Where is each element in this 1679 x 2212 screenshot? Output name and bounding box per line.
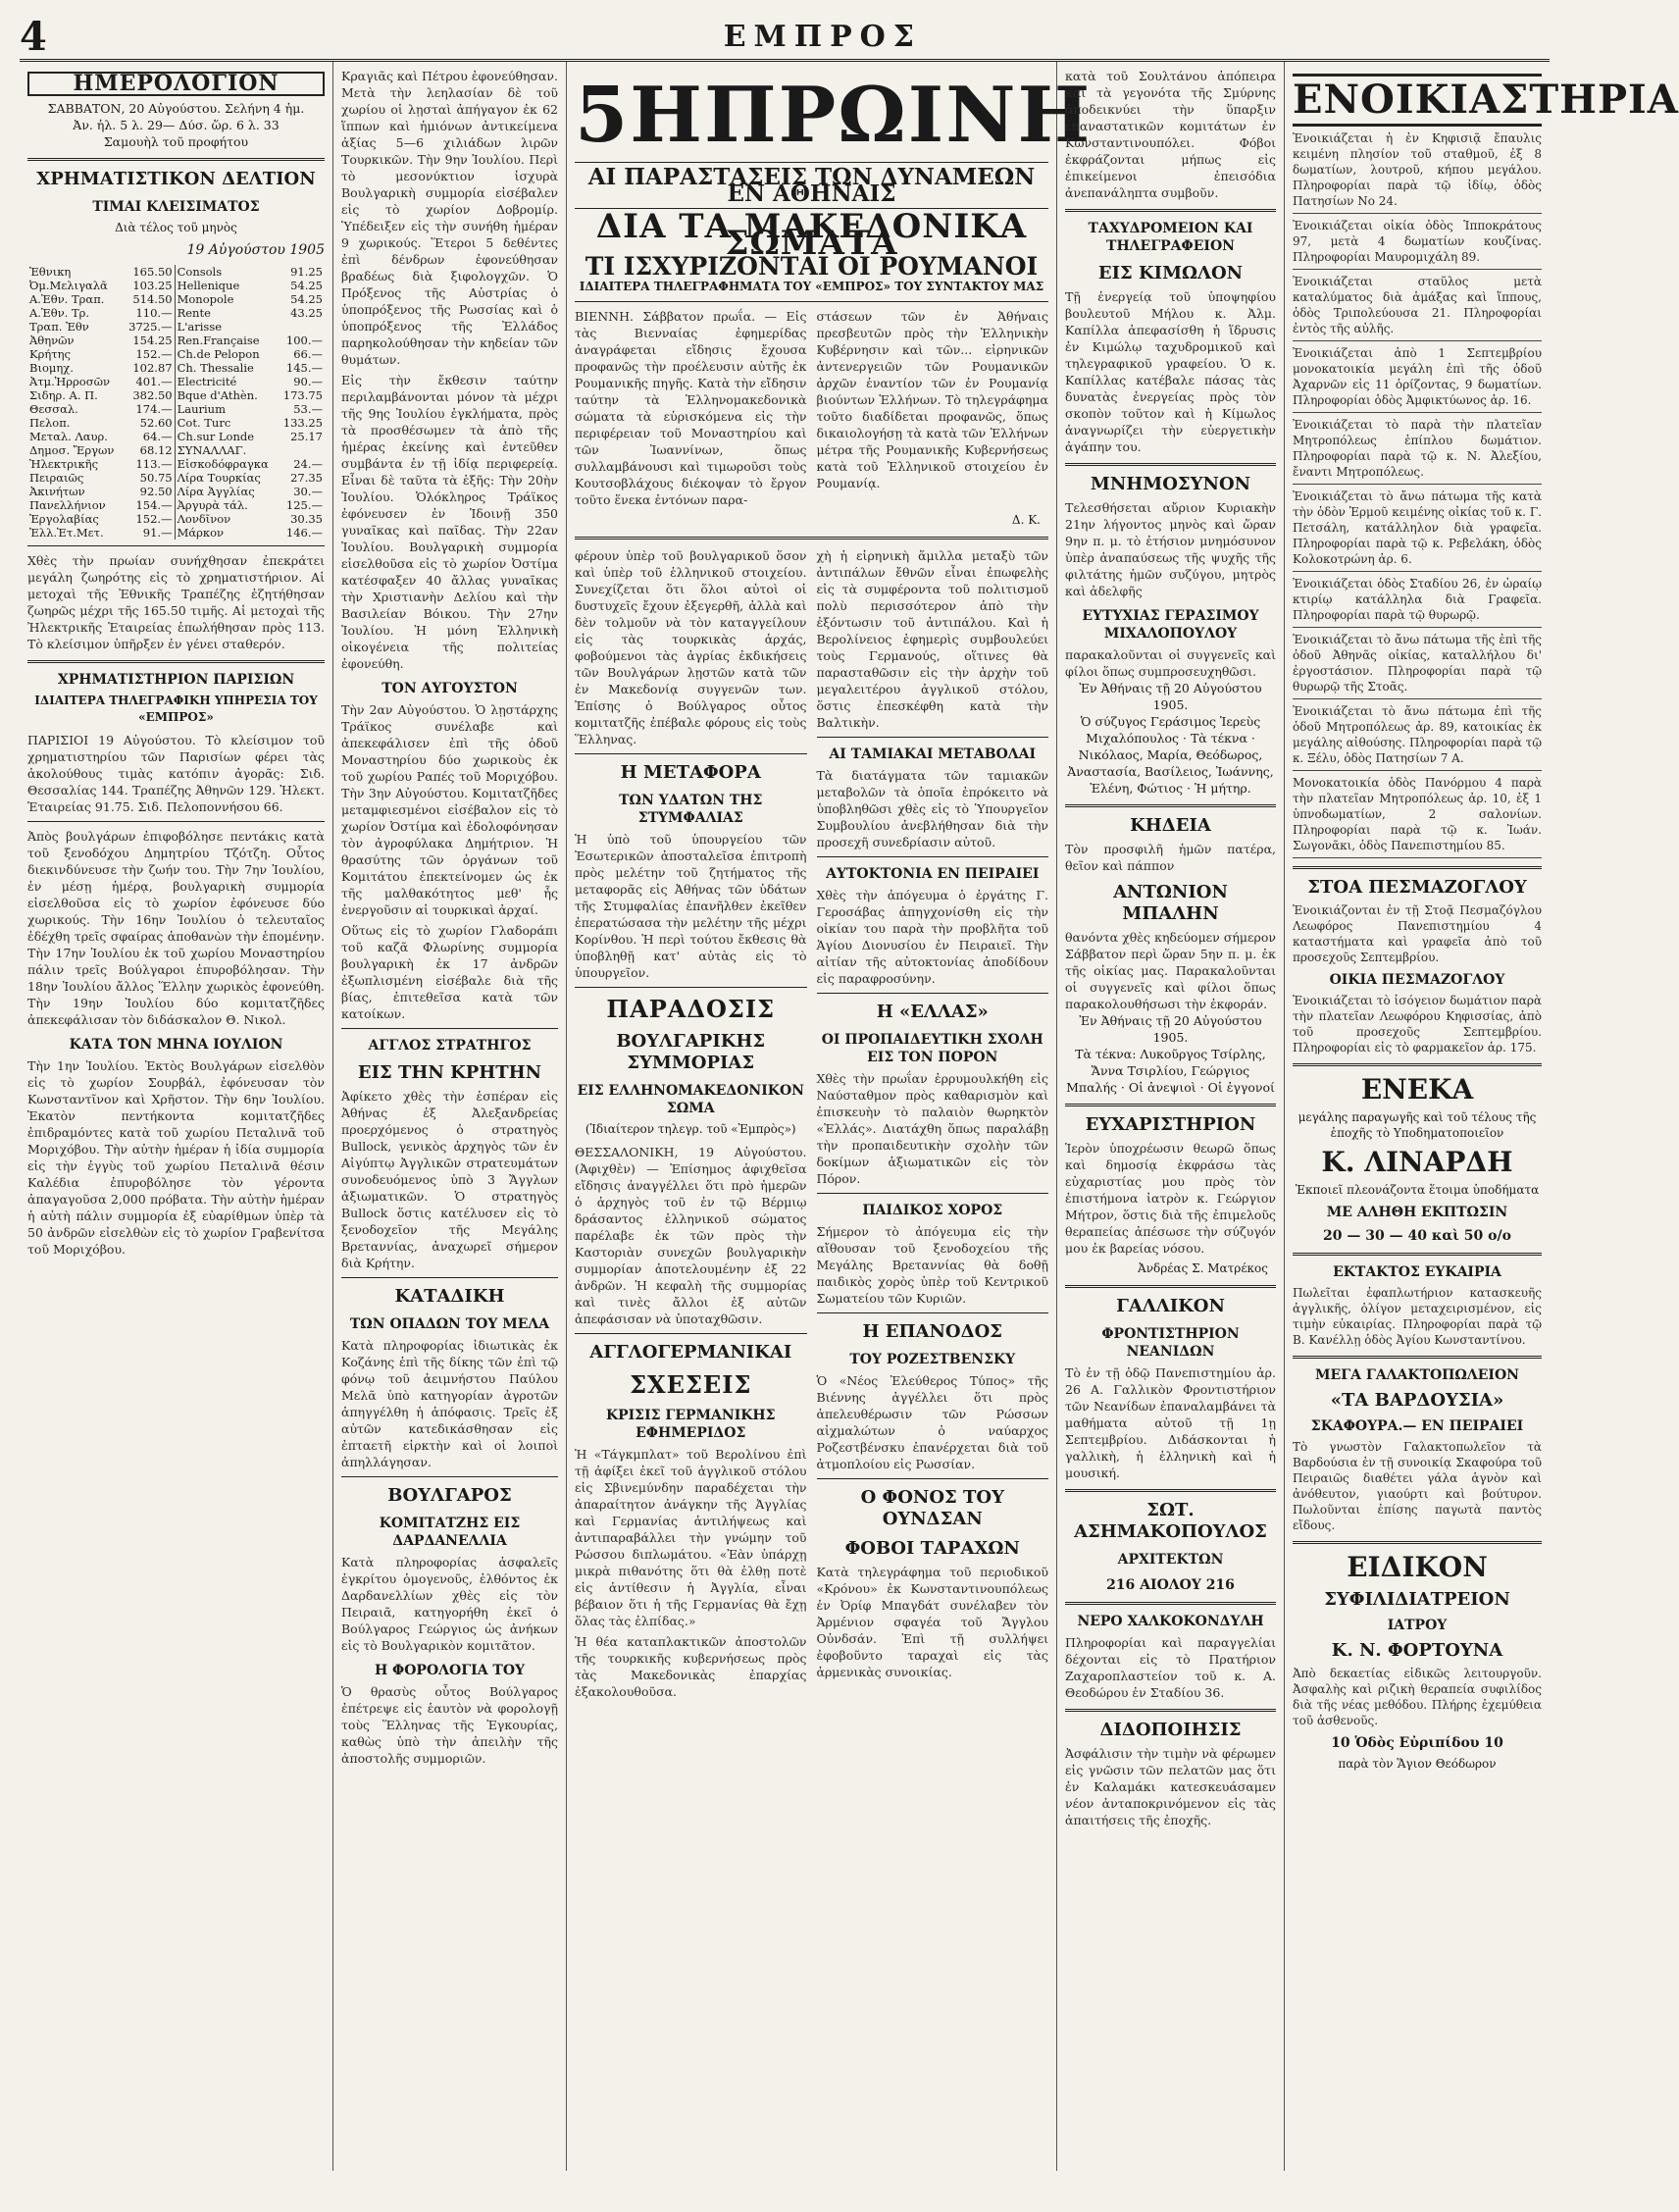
- rate-row: [27, 457, 325, 471]
- rate-row: [27, 430, 325, 443]
- fin-bulletin-sub2: Διὰ τέλος τοῦ μηνὸς: [115, 221, 237, 234]
- august-title: ΤΟΝ ΑΥΓΟΥΣΤΟΝ: [382, 681, 518, 696]
- rent-item: Ἐνοικιάζεται οἰκία ὁδὸς Ἱπποκράτους 97, μετὰ 4 δωματίων κουζίνας. Πληροφορίαι Μαυρομιχάλη 89.: [1293, 218, 1542, 270]
- col2-p5: Ἀφίκετο χθὲς τὴν ἑσπέραν εἰς Ἀθήνας ἐξ Ἀλεξανδρείας προερχόμενος ὁ στρατηγὸς Bullock, γενικὸς ἀρχηγὸς τῶν ἐν Αἰγύπτῳ Ἀγγλικῶν στρατευμάτων συνοδευόμενος ὑπὸ 3 Ἄγγλων ἀξιωματικῶν. Ὁ στρατηγὸς Bullock ὅστις κατέλυσεν εἰς τὸ ξενοδοχεῖον τῆς Μεγάλης Βρεταννίας, ἀναχωρεῖ σήμερον διὰ Κρήτην.: [341, 1089, 558, 1270]
- rate-row: [27, 279, 325, 292]
- eneka-title: ΕΝΕΚΑ: [1360, 1073, 1474, 1106]
- milk-title-3: ΣΚΑΦΟΥΡΑ.— ΕΝ ΠΕΙΡΑΙΕΙ: [1310, 1418, 1524, 1434]
- fin-body: Χθὲς τὴν πρωίαν συνήχθησαν ἐπεκράτει μεγάλη ζωηρότης εἰς τὸ χρηματιστήριον. Αἱ μετοχαὶ τῆς Ἐθνικῆς Τραπέζης ἐζητήθησαν ζωηρῶς μέχρι τῆς 165.50 τιμῆς. Αἱ μετοχαὶ τῆς Ἠλεκτρικῆς Ἑταιρείας ἐπωλήθησαν πρὸς 113. Τὸ κλείσιμον ὑπῆρξεν ἐν γένει σταθερόν.: [27, 553, 325, 651]
- headline-powers: ΑΙ ΠΑΡΑΣΤΑΣΕΙΣ ΤΩΝ ΔΥΝΑΜΕΩΝ ΕΝ ΑΘΗΝΑΙΣ: [575, 162, 1048, 209]
- architect-address: 216 ΑΙΟΛΟΥ 216: [1106, 1577, 1235, 1593]
- rate-value: 25.17: [290, 430, 323, 443]
- paradosis-title-1: ΠΑΡΑΔΟΣΙΣ: [606, 995, 776, 1023]
- rate-value: 53.—: [293, 402, 323, 416]
- paradosis-source: (Ἰδιαίτερον τηλεγρ. τοῦ «Ἐμπρὸς»): [585, 1122, 796, 1136]
- murder-body: Κατὰ τηλεγράφημα τοῦ περιοδικοῦ «Κρόνου» ἐκ Κωνσταντινουπόλεως ἐν Ὀρίφ Μπαγδάτ συνέλαβεν τὸν Ἀρμένιον σφαγέα τοῦ Ἄγγλου Οὐνδσάν. Ἐπὶ τῇ συλλήψει ἐφοβοῦντο ταραχαὶ εἰς τὰς ἀρμενικὰς συνοικίας.: [816, 1565, 1048, 1679]
- column-3: [567, 62, 1093, 2171]
- rate-value: 110.—: [135, 306, 173, 320]
- rate-value: 91.25: [290, 265, 323, 279]
- clinic-title-1: ΕΙΔΙΚΟΝ: [1347, 1551, 1488, 1583]
- dance-body: Σήμερον τὸ ἀπόγευμα εἰς τὴν αἴθουσαν τοῦ ξενοδοχείου τῆς Μεγάλης Βρεταννίας θὰ δοθῇ παιδικὸς χορὸς ὑπὲρ τοῦ Κεντρικοῦ Σωματείου τῶν Κυριῶν.: [816, 1224, 1048, 1306]
- rent-item: Ἐνοικιάζεται τὸ παρὰ τὴν πλατεῖαν Μητροπόλεως ἐπίπλου δωμάτιον. Πληροφορίαι παρὰ τῷ κ. Ν. Ἀλεξίου, ἔναντι Μητροπόλεως.: [1293, 417, 1542, 485]
- mid-left: φέρουν ὑπὲρ τοῦ βουλγαρικοῦ ὅσον καὶ ὑπὲρ τοῦ ἑλληνικοῦ στοιχείου. Συνεχίζεται ὅτι ὅλοι αὐτοὶ οἱ δυστυχεῖς ἔχουν ἐξεγερθῆ, ἀλλὰ καὶ δὲν τολμοῦν νὰ τὸν καταγγείλουν εἰς τὰς τουρκικὰς ἀρχάς, φοβούμενοι τὰς ἀγρίας ἐκδικήσεις τῶν Βουλγάρων λῃστῶν κατὰ τῶν ἐν Μακεδονίᾳ συγγενῶν των. Ἐπίσης ὁ Βούλγαρος οὗτος κομιτατζῆς ἐπέβαλε φόρους εἰς τοὺς Ἕλληνας.: [575, 548, 807, 746]
- rate-name: Βιομηχ.: [29, 361, 74, 375]
- headline-5th-morning: 5ΗΠΡΩΙΝΗ: [575, 71, 1093, 160]
- rate-name: Ἀτμ.Ἠρροσῶν: [29, 375, 110, 388]
- rate-name: Α.Ἐθν. Τραπ.: [29, 292, 105, 306]
- rate-name: Μάρκον: [175, 526, 278, 540]
- rate-value: 125.—: [285, 498, 323, 512]
- rate-value: 66.—: [293, 347, 323, 361]
- rate-name: Πανελλήνιον: [29, 498, 106, 512]
- rate-name: Consols: [175, 265, 278, 279]
- elias-title-2: ΟΙ ΠΡΟΠΑΙΔΕΥΤΙΚΗ ΣΧΟΛΗ ΕΙΣ ΤΟΝ ΠΟΡΟΝ: [821, 1032, 1043, 1065]
- stoa2-body: Ἐνοικιάζεται τὸ ἰσόγειον δωμάτιον παρὰ τὴν πλατεῖαν Λεωφόρου Κηφισσίας, ἀπὸ τοῦ προσεχοῦς Σεπτεμβρίου. Πληροφορίαι εἰς τὸ φαρμακεῖον ἀρ. 175.: [1293, 994, 1542, 1055]
- col2-p2: Εἰς τὴν ἔκθεσιν ταύτην περιλαμβάνονται μόνον τὰ μέχρι τῆς 9ης Ἰουλίου ἐγκλήματα, πρὸς τὰ προσθέσωμεν τὰ ἀπὸ τῆς ἡμέρας ἐκείνης καὶ ἐντεῦθεν συμβάντα ἐν τῇ ἰδίᾳ περιφερείᾳ. Εἶναι δὲ ταῦτα τὰ ἑξῆς: Τὴν 20ὴν Ἰουλίου. Ὁλόκληρος Τράϊκος ἐφόνευσεν ἐν Ἰδοινῇ 350 γυναῖκας καὶ παῖδας. Τὴν 22αν Ἰουλίου. Βουλγαρικὴ συμμορία εἰσελθοῦσα εἰς τὸ χωρίον Ὀστίμα κατέσφαξεν 40 ἄλλας γυναῖκας τὴν Χριστιανὴν Δελίου καὶ τὴν Βασιλείαν Βόικου. Τὴν 27ην Ἰουλίου. Ἡ μόνη Ἑλληνικὴ οἰκογένεια τῆς πολιτείας ἐφονεύθη.: [341, 373, 558, 671]
- rate-name: Bque d'Athèn.: [175, 388, 278, 402]
- fiscal-body: Τὰ διατάγματα τῶν ταμιακῶν μεταβολῶν τὰ ὁποῖα ἐπρόκειτο νὰ ὑποβληθῶσι χθὲς εἰς τὸ Ὑπουργεῖον Συμβουλίου ἀνεβλήθησαν διὰ τὴν προσεχῆ συνεδρίασιν αὐτοῦ.: [816, 768, 1048, 849]
- murder-title-2: ΦΟΒΟΙ ΤΑΡΑΧΩΝ: [844, 1538, 1020, 1559]
- col2-p1: Κραγιᾶς καὶ Πέτρου ἐφονεύθησαν. Μετὰ τὴν λεηλασίαν δὲ τοῦ χωρίου οἱ λῃσταὶ ἀπήγαγον ἐκ 62 ἵππων καὶ ἡμιόνων ἀντικείμενα ἀξίας 5—6 χιλιάδων λιρῶν Τουρκικῶν. Τὴν 9ην Ἰουλίου. Περὶ τὸ μεσονύκτιον ἰσχυρὰ Βουλγαρικὴ συμμορία εἰσέβαλεν εἰς τὸ χωρίον Δοβρομίρ. Ὑπέδειξεν εἰς τὴν συνήθη ἡμέραν 9 χωρικούς. Ἕτεροι 5 δεθέντες ἐπὶ δένδρων ἐφονεύθησαν βραδέως διὰ ξιφολογχῶν. Ὁ Πρόξενος τῆς Αὐστρίας ὁ ὑποπρόξενος τῆς Ρωσσίας καὶ ὁ ὑποπρόξενος τῆς Ἑλλάδος παρηκολούθησαν τὴν κηδείαν τῶν θυμάτων.: [341, 69, 559, 367]
- rate-value: 30.35: [290, 512, 323, 526]
- col4-p1: κατὰ τοῦ Σουλτάνου ἀπόπειρα καὶ τὰ γεγονότα τῆς Σμύρνης ἀποδεικνύει τὴν ὕπαρξιν ἐπαναστατικῶν κομιτάτων ἐν Κωνσταντινουπόλει. Φόβοι ἐκφράζονται μήπως εἰς ἐπικείμενοι ἐπεισόδια ἀνεπανάληπτα συμβοῦν.: [1065, 69, 1276, 200]
- rate-row: [27, 265, 325, 279]
- page-header: [20, 14, 1550, 62]
- rate-value: 174.—: [135, 402, 173, 416]
- stoa-body: Ἐνοικιάζονται ἐν τῇ Στοᾷ Πεσμαζόγλου Λεωφόρος Πανεπιστημίου 4 καταστήματα καὶ γραφεῖα ἀπὸ τοῦ προσεχοῦς Σεπτεμβρίου.: [1293, 903, 1542, 964]
- rate-value: 382.50: [132, 388, 173, 402]
- memorial-name: ΕΥΤΥΧΙΑΣ ΓΕΡΑΣΙΜΟΥ ΜΙΧΑΛΟΠΟΥΛΟΥ: [1082, 608, 1259, 642]
- rate-value: 154.—: [135, 498, 173, 512]
- rate-row: [27, 471, 325, 485]
- rate-value: 165.50: [132, 265, 173, 279]
- kimon-title-1: ΤΑΧΥΔΡΟΜΕΙΟΝ ΚΑΙ ΤΗΛΕΓΡΑΦΕΙΟΝ: [1088, 221, 1253, 254]
- anglo-body: Ἡ «Τάγκμπλατ» τοῦ Βερολίνου ἐπὶ τῇ ἀφίξει ἐκεῖ τοῦ ἀγγλικοῦ στόλου εἰς Σβινεμύνδην παραδέχεται τὴν ἀπαραίτητον ἀνάγκην τῆς Ἀγγλίας καὶ Γερμανίας ἀντιλήψεως καὶ ἀντιπαραβάλλει τὴν γνώμην τοῦ Ρώσσου διπλωμάτου. «Ἐὰν ὑπάρχῃ μικρὰ πιθανότης ὅτι θὰ ἐλθῃ ποτὲ εἰς ἀντίθεσιν ἡ Ἀγγλία, εἶναι βέβαιον ὅτι ἡ τῆς Γερμανίας θὰ ἔχῃ ὅλας τὰς ἐλπίδας.»: [575, 1447, 807, 1628]
- linardi-title: Κ. ΛΙΝΑΡΔΗ: [1321, 1146, 1513, 1178]
- rent-title: ΕΝΟΙΚΙΑΣΤΗΡΙΑ: [1293, 74, 1542, 127]
- rate-name: Ren.Française: [175, 334, 278, 347]
- water-ad-title: ΝΕΡΟ ΧΑΛΚΟΚΟΝΔΥΛΗ: [1077, 1614, 1264, 1629]
- funeral-body2: θανόντα χθὲς κηδεύομεν σήμερον Σάββατον περὶ ὥραν 5ην π. μ. ἐκ τῆς οἰκίας μας. Παρακαλοῦνται οἱ συγγενεῖς καὶ φίλοι ὅπως παρακολουθήσωσι τὴν ἐκφοράν.: [1065, 930, 1276, 1011]
- fin-bulletin-title: ΧΡΗΜΑΤΙΣΤΙΚΟΝ ΔΕΛΤΙΟΝ: [36, 169, 316, 189]
- rate-value: [278, 320, 325, 334]
- rate-name: Πειραιῶς: [29, 471, 84, 485]
- suicide-title: ΑΥΤΟΚΤΟΝΙΑ ΕΝ ΠΕΙΡΑΙΕΙ: [826, 866, 1040, 882]
- col2-p8: Ὁ θρασὺς οὗτος Βούλγαρος ἐπέτρεψε εἰς ἑαυτὸν νὰ φορολογῇ τοὺς Ἕλληνας τῆς Ἐγκουρίας, καθὼς ὑπὸ τὴν ἀπειλὴν τῆς ἀποστολῆς συμμοριῶν.: [341, 1684, 558, 1766]
- column-4: [1057, 62, 1285, 2171]
- rate-value: 152.—: [135, 347, 173, 361]
- masthead: ΕΜΠΡΟΣ: [723, 19, 922, 54]
- lower-feature: [575, 547, 1048, 1700]
- rate-name: Rente: [175, 306, 278, 320]
- rate-value: 64.—: [142, 430, 173, 443]
- rate-value: 514.50: [132, 292, 173, 306]
- rate-value: 54.25: [290, 292, 323, 306]
- rate-value: 145.—: [285, 361, 323, 375]
- rate-name: Λίρα Ἀγγλίας: [175, 485, 278, 498]
- rate-row: [27, 306, 325, 320]
- rate-name: Ch.sur Londe: [175, 430, 278, 443]
- headline-telegrams: ΙΔΙΑΙΤΕΡΑ ΤΗΛΕΓΡΑΦΗΜΑΤΑ ΤΟΥ «ΕΜΠΡΟΣ» ΤΟΥ ΣΥΝΤΑΚΤΟΥ ΜΑΣ: [575, 279, 1048, 302]
- general-title-2: ΕΙΣ ΤΗΝ ΚΡΗΤΗΝ: [357, 1062, 542, 1083]
- clinic-body: Ἀπὸ δεκαετίας εἰδικῶς λειτουργοῦν. Ἀσφαλὴς καὶ ριζικὴ θεραπεία συφιλίδος διὰ τῆς νέας μεθόδου. Πλήρης ἐχεμύθεια τοῦ ἀσθενοῦς.: [1293, 1667, 1542, 1727]
- general-title-1: ΑΓΓΛΟΣ ΣΤΡΑΤΗΓΟΣ: [368, 1038, 532, 1054]
- vienna-article: [575, 308, 1048, 508]
- rate-row: [27, 388, 325, 402]
- suicide-body: Χθὲς τὴν ἀπόγευμα ὁ ἐργάτης Γ. Γεροσάβας ἀπηγχονίσθη εἰς τὴν οἰκίαν του παρὰ τὴν προβλῆτα τοῦ Ἁγίου Διονυσίου ἐν Πειραιεῖ. Τὴν αἰτίαν τῆς αὐτοκτονίας ἀποδίδουν εἰς παραφροσύνην.: [816, 888, 1048, 986]
- rate-value: 50.75: [139, 471, 173, 485]
- column-5: [1285, 62, 1679, 2171]
- paradosis-body: ΘΕΣΣΑΛΟΝΙΚΗ, 19 Αὐγούστου. (Ἀφιχθὲν) — Ἐπίσημος ἀφιχθεῖσα εἴδησις ἀναγγέλλει ὅτι πρὸ ἡμερῶν ὁ ἀρχηγὸς τοῦ ἐν τῷ Βέρμιῳ δράσαντος ἑλληνικοῦ σώματος παρέλαβε ἐκ τῶν πρὸς τὴν Καστοριὰν συνεχῶν βουλγαρικὴν συμμορίαν ἀποτελουμένην ἐξ 22 ἀνδρῶν. Ἡ κεφαλὴ τῆς συμμορίας καὶ τινὲς ἄλλοι ἐξ αὐτῶν ἀπεφάσισαν νὰ ὑποταχθῶσιν.: [575, 1145, 807, 1326]
- school-body: Τὸ ἐν τῇ ὁδῷ Πανεπιστημίου ἀρ. 26 Α. Γαλλικὸν Φροντιστήριον τῶν Νεανίδων ἐπαναλαμβάνει τὰ μαθήματα αὐτοῦ τῇ 1ῃ Σεπτεμβρίου. Διδάσκονται ἡ γαλλικὴ, ἡ ἑλληνικὴ καὶ ἡ μουσική.: [1065, 1365, 1276, 1480]
- rate-value: [278, 443, 325, 457]
- rate-name: Θεσσαλ.: [29, 402, 78, 416]
- rate-row: [27, 375, 325, 388]
- school-title-1: ΓΑΛΛΙΚΟΝ: [1116, 1296, 1225, 1316]
- vienna-signature: Δ. Κ.: [1011, 513, 1041, 527]
- tax-title: Η ΦΟΡΟΛΟΓΙΑ ΤΟΥ: [374, 1663, 526, 1678]
- rate-row: [27, 526, 325, 540]
- rate-value: 152.—: [135, 512, 173, 526]
- water-body: Ἡ ὑπὸ τοῦ ὑπουργείου τῶν Ἐσωτερικῶν ἀποσταλεῖσα ἐπιτροπὴ πρὸς μελέτην τοῦ ζητήματος τῆς μεταφορᾶς εἰς Ἀθήνας τῶν ὑδάτων τῆς Στυμφαλίας ἐπανῆλθεν ἐκεῖθεν ἐπερατώσασα τὴν μελέτην τῆς μέχρι Κορίνθου. Ἡ περὶ τούτου ἔκθεσις θὰ ὑποβληθῇ κατ' αὐτὰς εἰς τὸ ὑπουργεῖον.: [575, 832, 807, 980]
- clinic-title-3: ΙΑΤΡΟΥ: [1387, 1618, 1448, 1633]
- notice-title: ΔΙΔΟΠΟΙΗΣΙΣ: [1099, 1720, 1242, 1740]
- column-1: [20, 62, 333, 2171]
- calendar-title: ΗΜΕΡΟΛΟΓΙΟΝ: [27, 72, 325, 96]
- headline-romanians: ΤΙ ΙΣΧΥΡΙΖΟΝΤΑΙ ΟΙ ΡΟΥΜΑΝΟΙ: [585, 252, 1039, 281]
- rate-name: Λονδῖνον: [175, 512, 278, 526]
- headline-macedonian: ΔΙΑ ΤΑ ΜΑΚΕΔΟΝΙΚΑ ΣΩΜΑΤΑ: [595, 207, 1028, 263]
- rate-name: Electricité: [175, 375, 278, 388]
- rent-item: Ἐνοικιάζεται τὸ ἄνω πάτωμα ἐπὶ τῆς ὁδοῦ Μητροπόλεως ἀρ. 89, κατοικίας ἐκ μεγάλης αἰθούσης. Πληροφορίαι παρὰ τῷ κ. Ξέλυ, ὁδὸς Πατησίων 7 Α.: [1293, 703, 1542, 771]
- july-body: Τὴν 1ην Ἰουλίου. Ἐκτὸς Βουλγάρων εἰσελθὸν εἰς τὸ χωρίον Σουρβάλ, ἐφόνευσαν τὸν Κωνσταντῖνον καὶ Χρῆστον. Τὴν 6ην Ἰουλίου. Ἑκατὸν πεντήκοντα κομιτατζῆδες ἐπιδραμόντες κατὰ τοῦ χωρίου Πεταλινᾶ τοῦ Μοριχόβου. Τὴν αὐτὴν ἡμέραν ἡ ἰδία συμμορία εἰς τὴν ἐγγὺς τοῦ χωρίου Πεταλινᾶ θέσιν Καλέδια ἐπυροβόλησε τὸν γέροντα ἀπαγαγοῦσα 2,000 πρόβατα. Τὴν αὐτὴν ἡμέραν ἡ αὐτὴ πάλιν συμμορία ἐξ εὐαρίθμων ὑπὲρ τὰ 50 ἀνδρῶν εἰσελθὼν εἰς τὸ χωρίον Γραβενίτσα τοῦ Μοριχόβου.: [27, 1058, 325, 1257]
- rate-name: Ἐλλ.Ἐτ.Μετ.: [29, 526, 104, 540]
- trial-title-2: ΤΩΝ ΟΠΑΔΩΝ ΤΟΥ ΜΕΛΑ: [349, 1316, 550, 1332]
- dance-title: ΠΑΙΔΙΚΟΣ ΧΟΡΟΣ: [862, 1203, 1003, 1218]
- paradosis-title-2: ΒΟΥΛΓΑΡΙΚΗΣ ΣΥΜΜΟΡΙΑΣ: [616, 1031, 766, 1073]
- rate-row: [27, 334, 325, 347]
- rate-name: Ἐθνικη: [29, 265, 72, 279]
- rate-name: Κρήτης: [29, 347, 71, 361]
- rate-row: [27, 320, 325, 334]
- rates-table: [27, 265, 325, 540]
- rate-value: 90.—: [293, 375, 323, 388]
- rate-name: Ch. Thessalie: [175, 361, 278, 375]
- rate-value: 24.—: [293, 457, 323, 471]
- rate-value: 102.87: [132, 361, 173, 375]
- trial-title-1: ΚΑΤΑΔΙΚΗ: [394, 1286, 505, 1307]
- architect-name: ΣΩΤ. ΑΣΗΜΑΚΟΠΟΥΛΟΣ: [1074, 1500, 1267, 1542]
- rate-value: 133.25: [282, 416, 323, 430]
- elias-title-1: Η «ΕΛΛΑΣ»: [876, 1002, 989, 1022]
- calendar-line-3: Σαμουὴλ τοῦ προφήτου: [103, 134, 249, 149]
- rate-value: 30.—: [293, 485, 323, 498]
- rate-row: [27, 361, 325, 375]
- funeral-date: Ἐν Ἀθήναις τῇ 20 Αὐγούστου 1905.: [1079, 1013, 1262, 1045]
- thanks-sign: Ἀνδρέας Σ. Ματρέκος: [1138, 1261, 1268, 1275]
- milk-title-1: ΜΕΓΑ ΓΑΛΑΚΤΟΠΩΛΕΙΟΝ: [1315, 1367, 1519, 1383]
- rate-value: 173.75: [282, 388, 323, 402]
- anglo-title-1: ΑΓΓΛΟΓΕΡΜΑΝΙΚΑΙ: [589, 1342, 792, 1363]
- rate-row: [27, 443, 325, 457]
- rate-value: 91.—: [142, 526, 173, 540]
- rate-name: Εἰσκοδόφραγκα: [175, 457, 278, 471]
- paradosis-title-3: ΕΙΣ ΕΛΛΗΝΟΜΑΚΕΔΟΝΙΚΟΝ ΣΩΜΑ: [577, 1083, 804, 1116]
- kimon-title-2: ΕΙΣ ΚΙΜΩΛΟΝ: [1097, 263, 1244, 283]
- rate-row: [27, 292, 325, 306]
- stoa2-title: ΟΙΚΙΑ ΠΕΣΜΑΖΟΓΛΟΥ: [1329, 972, 1505, 988]
- page-number: 4: [20, 13, 47, 60]
- rate-row: [27, 416, 325, 430]
- milk-title-2: «ΤΑ ΒΑΡΔΟΥΣΙΑ»: [1330, 1390, 1504, 1411]
- col2-p6: Κατὰ πληροφορίας ἰδιωτικὰς ἐκ Κοζάνης ἐπὶ τῆς δίκης τῶν ἐπὶ τῷ φόνῳ τοῦ ἀειμνήστου Παύλου Μελᾶ ὑπὸ κατηγορίαν ἀγροτῶν ἀπηγγέλθη ἡ ἀπόφασις. Τρεῖς ἐξ αὐτῶν κατεδικάσθησαν εἰς ἐπταετῆ εἱρκτὴν καὶ οἱ λοιποὶ ἀπηλλάγησαν.: [341, 1338, 558, 1469]
- rate-name: Ἀκινήτων: [29, 485, 85, 498]
- water-ad-body: Πληροφορίαι καὶ παραγγελίαι δέχονται εἰς τὸ Πρατήριον Ζαχαροπλαστείον τοῦ κ. Α. Θεοδώρου ἐν Σταδίου 36.: [1065, 1635, 1276, 1700]
- rate-name: Hellenique: [175, 279, 278, 292]
- rate-name: L'arisse: [175, 320, 278, 334]
- rate-value: 154.25: [132, 334, 173, 347]
- paris-body: ΠΑΡΙΣΙΟΙ 19 Αὐγούστου. Τὸ κλείσιμον τοῦ χρηματιστηρίου τῶν Παρισίων φέρει τὰς ἀκολούθους τιμὰς κατόπιν ἀγορᾶς: Σιδ. Θεσσαλίας 144. Τραπέζης Ἀθηνῶν 129. Ἠλεκτ. Ἑταιρείας 91.75. Σιδ. Πελοποννήσου 66.: [27, 733, 325, 814]
- rate-name: Laurium: [175, 402, 278, 416]
- linardi-body: Ἐκποιεῖ πλεονάζοντα ἕτοιμα ὑποδήματα: [1295, 1183, 1540, 1197]
- rate-row: [27, 402, 325, 416]
- funeral-sign: Τὰ τέκνα: Λυκοῦργος Τσίρλης, Ἄννα Τσιρλίου, Γεώργιος Μπαλής · Οἱ ἀνεψιοὶ · Οἱ ἐγγονοί: [1066, 1047, 1275, 1095]
- architect-title: ΑΡΧΙΤΕΚΤΩΝ: [1117, 1552, 1224, 1568]
- rate-name: Ἀθηνῶν: [29, 334, 75, 347]
- bulgar-title-2: ΚΟΜΙΤΑΤΖΗΣ ΕΙΣ ΔΑΡΔΑΝΕΛΛΙΑ: [379, 1516, 521, 1549]
- rate-name: Σιδηρ. Α. Π.: [29, 388, 98, 402]
- rate-row: [27, 485, 325, 498]
- rate-name: Λίρα Τουρκίας: [175, 471, 278, 485]
- rate-value: 54.25: [290, 279, 323, 292]
- memorial-body2: παρακαλοῦνται οἱ συγγενεῖς καὶ φίλοι ὅπως συμπροσευχηθῶσι.: [1065, 647, 1276, 679]
- rate-name: Ch.de Pelopon: [175, 347, 278, 361]
- col2-p3: Τὴν 2αν Αὐγούστου. Ὁ λῃστάρχης Τράϊκος συνέλαβε καὶ ἀπεκεφάλισεν ἐπὶ τῆς ὁδοῦ Μοναστηρίου δύο χωρικοὺς ἐκ τοῦ χωρίου Ραπές τοῦ Μοριχόβου. Τὴν 3ην Αὐγούστου. Κομιτατζῆδες μεταμφιεσμένοι εἰσέβαλον εἰς τὸ χωρίον Ὀστίμα καὶ ἐδολοφόνησαν τὸν ἀγροφύλακα Δημήτριον. Ἡ θρασύτης τῶν ὀργάνων τοῦ Κομιτάτου ἐπεκτείνομεν ὡς ἐκ τῆς μαλθακότητος μεθ' ἧς ἐνεργοῦσιν αἱ τουρκικαὶ ἀρχαί.: [341, 702, 558, 917]
- rate-value: 68.12: [139, 443, 173, 457]
- bulg-body: Ἀπὸς βουλγάρων ἐπιφοβόλησε πεντάκις κατὰ τοῦ ξενοδόχου Δημητρίου Τζότζη. Οὗτος διεκινδύνευσε τὴν ζωήν του. Τὴν 7ην Ἰουλίου, ἐν μέσῃ ἡμέρᾳ, βουλγαρικὴ συμμορία εἰσελθοῦσα εἰς τὸ χωρίον ἐφόνευσε δύο χωρικούς. Τὴν 16ην Ἰουλίου ὁ τελευταῖος ἐδέχθη τρεῖς σφαίρας ἀποθανὼν τὴν ἑπομένην. Τὴν 17ην Ἰουλίου ἐκ τοῦ χωρίου Μοναστηρίου πάλιν τρεῖς Βούλγαροι ἐπυροβόλησαν. Τὴν 18ην Ἰουλίου ἄλλος Ἕλλην χωρικὸς ἐφονεύθη. Τὴν 19ην Ἰουλίου δύο κομιτατζῆδες ἀπεκεφάλισαν τὸν διδάσκαλον Θ. Νικολ.: [27, 829, 325, 1027]
- funeral-body: Τὸν προσφιλῆ ἡμῶν πατέρα, θεῖον καὶ πάππον: [1065, 842, 1276, 873]
- return-title-2: ΤΟΥ ΡΟΖΕΣΤΒΕΝΣΚΥ: [849, 1352, 1016, 1367]
- rate-row: [27, 512, 325, 526]
- kimon-body: Τῇ ἐνεργείᾳ τοῦ ὑποψηφίου βουλευτοῦ Μήλου κ. Ἀλμ. Καπίλλα ἀπεφασίσθη ἡ ἵδρυσις ἐν Κιμώλῳ ταχυδρομικοῦ καὶ τηλεγραφικοῦ γραφείου. Ὁ κ. Καπίλλας κατέβαλε πάσας τὰς δυνατὰς ἐνεργείας πρὸς τὸν σκοπὸν τοῦτον καὶ ἡ Κίμωλος ἀναγνωρίζει τὴν εὐεργετικὴν ἀγάπην του.: [1065, 289, 1276, 454]
- rate-value: 27.35: [290, 471, 323, 485]
- paris-sub: ΙΔΙΑΙΤΕΡΑ ΤΗΛΕΓΡΑΦΙΚΗ ΥΠΗΡΕΣΙΑ ΤΟΥ «ΕΜΠΡΟΣ»: [34, 694, 318, 724]
- paris-title: ΧΡΗΜΑΤΙΣΤΗΡΙΟΝ ΠΑΡΙΣΙΩΝ: [57, 672, 295, 688]
- rate-value: 92.50: [139, 485, 173, 498]
- funeral-name: ΑΝΤΩΝΙΟΝ ΜΠΑΛΗΝ: [1113, 882, 1228, 924]
- vienna-right: στάσεων τῶν ἐν Ἀθήναις πρεσβευτῶν πρὸς τὴν Ἑλληνικὴν Κυβέρνησιν καὶ τῶν... εἰρηνικῶν ἀντενεργειῶν τῶν Ρουμανικῶν ἀρχῶν ἐναντίον τῶν ἐν Ρουμανίᾳ βιούντων Ἑλλήνων. Τὸ τηλεγράφημα τοῦτο διαδίδεται προφανῶς, ὅπως δικαιολογήσῃ τὰ κατὰ τῶν Ἑλλήνων μέτρα τῆς Ρουμανικῆς Κυβερνήσεως κατὰ τοῦ Ἑλληνικοῦ στοιχείου ἐν Ρουμανίᾳ.: [816, 309, 1048, 490]
- rent-item: Ἐνοικιάζεται τὸ ἄνω πάτωμα τῆς ἐπὶ τῆς ὁδοῦ Ἀθηνᾶς οἰκίας, καταλλήλου δι' ἐργοστάσιον. Πληροφορίαι παρὰ τῷ θυρωρῷ τῆς Στοᾶς.: [1293, 632, 1542, 699]
- occasion-body: Πωλεῖται ἐφαπλωτήριον κατασκευῆς ἀγγλικῆς, ὀλίγον μεταχειρισμένον, εἰς τιμὴν εὐκαιρίας. Πληροφορίαι παρὰ τῷ Β. Κανέλλῃ ὁδὸς Ἀγίου Κωνσταντίνου.: [1293, 1286, 1542, 1347]
- rent-list: [1293, 130, 1542, 858]
- thanks-body: Ἱερὸν ὑποχρέωσιν θεωρῶ ὅπως καὶ δημοσίᾳ ἐκφράσω τὰς εὐχαριστίας μου πρὸς τὸν ἐπιστήμονα ἰατρὸν κ. Γεώργιον Μήτρον, ὅστις διὰ τῆς ἐπιμελοῦς θεραπείας ἀπέσωσε τὴν σύζυγόν μου ἐκ βαρείας νόσου.: [1065, 1141, 1276, 1256]
- rate-value: 43.25: [290, 306, 323, 320]
- fin-bulletin-sub: ΤΙΜΑΙ ΚΛΕΙΣΙΜΑΤΟΣ: [92, 199, 260, 215]
- school-title-2: ΦΡΟΝΤΙΣΤΗΡΙΟΝ ΝΕΑΝΙΔΩΝ: [1101, 1326, 1240, 1360]
- elias-body: Χθὲς τὴν πρωΐαν ἐρρυμουλκήθη εἰς Ναύσταθμον πρὸς καθαρισμὸν καὶ ἐπισκευὴν τὸ παλαιὸν θωρηκτὸν «Ἑλλάς». Διατάχθη ὅπως παραλάβῃ τὴν προπαιδευτικὴν σχολὴν τῶν δοκίμων ἀξιωματικῶν εἰς τὸν Πόρον.: [816, 1071, 1048, 1186]
- occasion-title: ΕΚΤΑΚΤΟΣ ΕΥΚΑΙΡΙΑ: [1333, 1264, 1501, 1280]
- memorial-body: Τελεσθήσεται αὔριον Κυριακὴν 21ην λήγοντος μηνὸς καὶ ὥραν 9ην π. μ. τὸ ἐτήσιον μνημόσυνον ὑπὲρ ἀναπαύσεως τῆς ψυχῆς τῆς φιλτάτης ἡμῶν συζύγου, μητρὸς καὶ ἀδελφῆς: [1065, 500, 1276, 598]
- water-title-2: ΤΩΝ ΥΔΑΤΩΝ ΤΗΣ ΣΤΥΜΦΑΛΙΑΣ: [619, 793, 763, 826]
- rate-value: 146.—: [285, 526, 323, 540]
- rate-name: Τραπ. Ἐθν: [29, 320, 89, 334]
- funeral-title: ΚΗΔΕΙΑ: [1130, 815, 1211, 836]
- memorial-sign: Ὁ σύζυγος Γεράσιμος Ἱερεὺς Μιχαλόπουλος · Τὰ τέκνα · Νικόλαος, Μαρία, Θεόδωρος, Ἀναστασία, Βασίλειος, Ἰωάννης, Ἑλένη, Φώτιος · Ἡ μήτηρ.: [1067, 714, 1274, 796]
- clinic-name: Κ. Ν. ΦΟΡΤΟΥΝΑ: [1331, 1640, 1503, 1661]
- vienna-left: ΒΙΕΝΝΗ. Σάββατον πρωΐα. — Εἰς τὰς Βιενναίας ἐφημερίδας ἀναγράφεται εἴδησις ἔχουσα προφανῶς τὴν προέλευσιν αὐτῆς ἐκ Ρουμανικῆς πηγῆς. Κατὰ τὴν εἴδησιν ταύτην τὰ Ἑλληνομακεδονικὰ σώματα τὰ εὑρισκόμενα εἰς τὴν περιφέρειαν τοῦ Μοναστηρίου καὶ τῶν Ἰωαννίνων, ὅπως συλλαμβάνουσι καὶ τιμωροῦσι τοὺς Κουτσοβλάχους διέκοψαν τὸ ἔργον τοῦτο ἕνεκα ἐντόνων παρα-: [575, 309, 807, 507]
- column-2: [333, 62, 567, 2171]
- anglo-title-2: ΣΧΕΣΕΙΣ: [630, 1370, 752, 1399]
- rate-name: Δημοσ. Ἔργων: [29, 443, 115, 457]
- return-body: Ὁ «Νέος Ἐλεύθερος Τύπος» τῆς Βιέννης ἀγγέλλει ὅτι πρὸς ἀπελευθέρωσιν τῶν Ρώσσων αἰχμαλώτων ὁ ναύαρχος Ροζεστβένσκυ ἐπανέρχεται διὰ τοῦ ἀτμοπλοίου εἰς Ρωσσίαν.: [816, 1373, 1048, 1471]
- rate-name: Α.Ἐθν. Τρ.: [29, 306, 90, 320]
- anglo-title-3: ΚΡΙΣΙΣ ΓΕΡΜΑΝΙΚΗΣ ΕΦΗΜΕΡΙΔΟΣ: [605, 1408, 776, 1441]
- murder-title-1: Ο ΦΟΝΟΣ ΤΟΥ ΟΥΝΔΣΑΝ: [860, 1487, 1004, 1529]
- rate-name: Monopole: [175, 292, 278, 306]
- rent-item: Ἐνοικιάζεται ἀπὸ 1 Σεπτεμβρίου μονοκατοικία μεγάλη ἐπὶ τῆς ὁδοῦ Ἀχαρνῶν εἰς 11 ὁρίζοντας, 9 δωματίων. Πληροφορίαι ὁδὸς Ἀμφικτύωνος ἀρ. 16.: [1293, 345, 1542, 413]
- clinic-address: 10 Ὁδὸς Εὐριπίδου 10: [1331, 1735, 1503, 1751]
- rate-name: Μεταλ. Λαυρ.: [29, 430, 108, 443]
- rent-item: Ἐνοικιάζεται τὸ ἄνω πάτωμα τῆς κατὰ τὴν ὁδὸν Ἑρμοῦ κειμένης οἰκίας τοῦ κ. Γ. Πετσάλη, κατάλληλον διὰ γραφεῖα. Πληροφορίαι παρὰ τῷ κ. Ρεβελάκη, ὁδὸς Κολοκοτρώνη ἀρ. 6.: [1293, 489, 1542, 572]
- rate-name: Ἀργυρὰ τάλ.: [175, 498, 278, 512]
- rate-name: Cot. Turc: [175, 416, 278, 430]
- notice-body: Ἀσφάλισιν τὴν τιμὴν νὰ φέρωμεν εἰς γνῶσιν τῶν πελατῶν μας ὅτι ἐν Καλαμάκι κατεσκευάσαμεν νέον ἀνταποκρινόμενον εἰς τὰς ἀπαιτήσεις τῆς ἐποχῆς.: [1065, 1746, 1276, 1827]
- rate-name: Πελοπ.: [29, 416, 71, 430]
- linardi-sale: ΜΕ ΑΛΗΘΗ ΕΚΠΤΩΣΙΝ: [1326, 1205, 1508, 1220]
- tax-feud: Ἡ θέα καταπλακτικῶν ἀποστολῶν τῆς τουρκικῆς κυβερνήσεως πρὸς τὰς Μακεδονικὰς ἐπαρχίας ἐξακολουθοῦσα.: [575, 1634, 807, 1699]
- rent-item: Μονοκατοικία ὁδὸς Πανόρμου 4 παρὰ τὴν πλατεῖαν Μητροπόλεως ἀρ. 10, ἐξ 1 ὑπνοδωματίων, 2 σαλονίων. Πληροφορίαι παρὰ τῷ κ. Ἰωάν. Σωγονᾶκι, ὁδὸς Πανεπιστημίου 85.: [1293, 775, 1542, 858]
- water-title-1: Η ΜΕΤΑΦΟΡΑ: [620, 762, 761, 783]
- linardi-pct: 20 — 30 — 40 καὶ 50 ο/ο: [1323, 1228, 1511, 1244]
- rate-row: [27, 347, 325, 361]
- rate-value: 100.—: [285, 334, 323, 347]
- milk-body: Τὸ γνωστὸν Γαλακτοπωλεῖον τὰ Βαρδούσια ἐν τῇ συνοικίᾳ Σκαφούρα τοῦ Πειραιῶς διαθέτει γάλα ἁγνὸν καὶ ἀνόθευτον, γιαούρτι καὶ βούτυρον. Πωλοῦνται ἐπίσης παγωτὰ παντὸς εἴδους.: [1293, 1440, 1542, 1532]
- memorial-date: Ἐν Ἀθήναις τῇ 20 Αὐγούστου 1905.: [1079, 681, 1262, 712]
- rate-value: 401.—: [135, 375, 173, 388]
- july-title: ΚΑΤΑ ΤΟΝ ΜΗΝΑ ΙΟΥΛΙΟΝ: [69, 1037, 283, 1053]
- newspaper-page: [20, 13, 1679, 2182]
- rate-name: Ἠλεκτρικῆς: [29, 457, 99, 471]
- return-title-1: Η ΕΠΑΝΟΔΟΣ: [862, 1321, 1002, 1342]
- col2-p4: Οὕτως εἰς τὸ χωρίον Γλαδοράπι τοῦ καζᾶ Φλωρίνης συμμορία βουλγαρικὴ ἐκ 17 ἀνδρῶν ἐξωπλισμένη εἰσέβαλε διὰ τῆς βίας, ἐπιτεθεῖσα κατὰ τῶν κατοίκων.: [341, 923, 558, 1021]
- clinic-address-2: παρὰ τὸν Ἅγιον Θεόδωρον: [1338, 1757, 1497, 1771]
- thanks-title: ΕΥΧΑΡΙΣΤΗΡΙΟΝ: [1085, 1114, 1256, 1135]
- clinic-title-2: ΣΥΦΙΛΙΔΙΑΤΡΕΙΟΝ: [1324, 1589, 1510, 1610]
- memorial-title: ΜΝΗΜΟΣΥΝΟΝ: [1090, 474, 1251, 494]
- stoa-title: ΣΤΟΑ ΠΕΣΜΑΖΟΓΛΟΥ: [1307, 877, 1527, 898]
- rent-item: Ἐνοικιάζεται ὁδὸς Σταδίου 26, ἐν ὡραίῳ κτιρίῳ κατάλληλα διὰ Γραφεῖα. Πληροφορίαι παρὰ τῷ θυρωρῷ.: [1293, 576, 1542, 628]
- col2-p7: Κατὰ πληροφορίας ἀσφαλεῖς ἐγκρίτου ὁμογενοῦς, ἐλθόντος ἐκ Δαρδανελλίων χθὲς εἰς τὸν Πειραιᾶ, κατηγορήθη ἐκεῖ ὁ Βούλγαρος Γεώργιος ὡς ἀνήκων εἰς τὸ Βουλγαρικὸν κομιτᾶτον.: [341, 1555, 558, 1653]
- rate-value: 103.25: [132, 279, 173, 292]
- rate-name: Ὀμ.Μελιγαλᾶ: [29, 279, 108, 292]
- rent-item: Ἐνοικιάζεται ἡ ἐν Κηφισιᾷ ἔπαυλις κειμένη πλησίον τοῦ σταθμοῦ, ἐξ 8 δωματίων, λουτροῦ, κήπου μεγάλου. Πληροφορίαι παρὰ τῷ ἰδίῳ, ὁδὸς Πατησίων Νο 24.: [1293, 130, 1542, 214]
- calendar-line-2: Ἀν. ἡλ. 5 λ. 29— Δύσ. ὥρ. 6 λ. 33: [73, 118, 280, 132]
- rate-row: [27, 498, 325, 512]
- rent-item: Ἐνοικιάζεται σταῦλος μετὰ καταλύματος διὰ ἁμάξας καὶ ἵππους, ὁδὸς Τριπολεύουσα 21. Πληροφορίαι ἐντὸς τῆς αὐλῆς.: [1293, 274, 1542, 341]
- rate-value: 52.60: [139, 416, 173, 430]
- rate-name: ΣΥΝΑΛΛΑΓ.: [175, 443, 278, 457]
- bulgar-title-1: ΒΟΥΛΓΑΡΟΣ: [387, 1485, 512, 1506]
- eneka-body: μεγάλης παραγωγῆς καὶ τοῦ τέλους τῆς ἐποχῆς τὸ Υποδηματοποιεῖον: [1297, 1110, 1537, 1140]
- rate-value: 3725.—: [128, 320, 173, 334]
- fiscal-title: ΑΙ ΤΑΜΙΑΚΑΙ ΜΕΤΑΒΟΛΑΙ: [829, 746, 1037, 762]
- rate-value: 113.—: [135, 457, 173, 471]
- fin-date: 19 Αὐγούστου 1905: [186, 242, 325, 258]
- calendar-line-1: ΣΑΒΒΑΤΟΝ, 20 Αὐγούστου. Σελήνη 4 ἡμ.: [47, 101, 305, 116]
- rate-name: Ἐργολαβίας: [29, 512, 99, 526]
- mid-right: χὴ ἡ εἰρηνικὴ ἅμιλλα μεταξὺ τῶν ἀντιπάλων ἔθνῶν εἶναι ἐπωφελὴς εἰς τὰ συμφέροντα τοῦ πολιτισμοῦ πολὺ περισσότερον ἀπὸ τὴν ἐξόντωσιν τοῦ ἀντιπάλου. Καὶ ἡ Βερολίνειος ἐφημερὶς συμβουλεύει τοὺς Γερμανούς, οἵτινες θὰ παρασταθῶσιν εἰς τὴν ἀρχὴν τοῦ μεγαλειτέρου ἀγγλικοῦ στόλου, ὅστις ἐπεσκέφθη κατὰ τὴν Βαλτικὴν.: [816, 548, 1048, 730]
